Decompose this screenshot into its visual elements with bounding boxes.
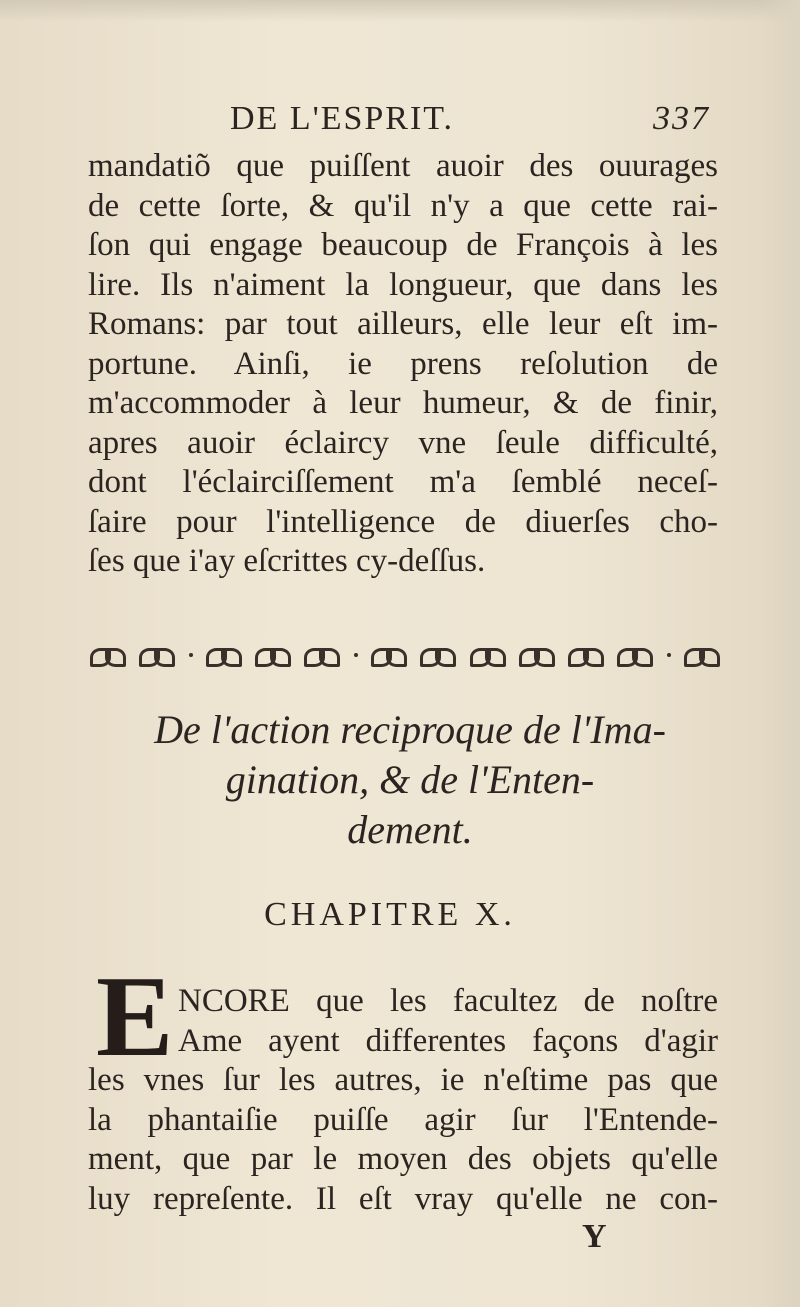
section-heading <box>80 705 740 855</box>
text-line: Romans: par tout ailleurs, elle leur eſt im- <box>88 306 718 342</box>
text-line: ment, que par le moyen des objets qu'elle <box>88 1141 718 1177</box>
ornament-dot <box>189 653 193 657</box>
text-line: luy repreſente. Il eſt vray qu'elle ne con- <box>88 1180 718 1217</box>
text-line: m'accommoder à leur humeur, & de finir, <box>88 385 718 421</box>
signature-mark: Y <box>582 1218 607 1255</box>
text-line: ſes que i'ay eſcrittes cy-deſſus. <box>88 543 486 579</box>
drop-cap: E <box>96 953 174 1081</box>
ornament-glyph <box>684 645 720 665</box>
ornament-divider <box>90 640 720 670</box>
text-line: dont l'éclairciſſement m'a ſemblé neceſ- <box>88 464 718 500</box>
ornament-glyph <box>617 645 653 665</box>
page-number: 337 <box>653 100 710 137</box>
text-line: ſaire pour l'intelligence de diuerſes cho- <box>88 503 718 540</box>
ornament-glyph <box>206 645 242 665</box>
paragraph-2 <box>88 982 718 1219</box>
ornament-glyph <box>371 645 407 665</box>
heading-line: dement. <box>347 807 473 852</box>
text-line: ſon qui engage beaucoup de François à les <box>88 227 718 263</box>
text-line: mandatiõ que puiſſent auoir des ouurages <box>88 148 718 184</box>
text-line: les vnes ſur les autres, ie n'eſtime pas que <box>88 1062 718 1098</box>
running-head-title: DE L'ESPRIT. <box>230 100 455 137</box>
page-shadow-top <box>0 0 800 22</box>
ornament-glyph <box>519 645 555 665</box>
text-line: NCORE que les facultez de noſtre <box>178 983 718 1019</box>
ornament-dot <box>667 653 671 657</box>
page-shadow-right <box>760 0 800 1307</box>
ornament-glyph <box>255 645 291 665</box>
ornament-glyph <box>139 645 175 665</box>
running-head <box>230 100 720 140</box>
paragraph-1 <box>88 147 718 582</box>
ornament-glyph <box>420 645 456 665</box>
text-line: portune. Ainſi, ie prens reſolution de <box>88 345 718 382</box>
heading-line: gination, & de l'Enten- <box>225 757 595 802</box>
ornament-glyph <box>470 645 506 665</box>
text-line: Ame ayent differentes façons d'agir <box>178 1022 718 1059</box>
text-line: apres auoir éclaircy vne ſeule difficulté, <box>88 424 718 461</box>
heading-line: De l'action reciproque de l'Ima- <box>154 707 666 752</box>
text-line: la phantaiſie puiſſe agir ſur l'Entende- <box>88 1101 718 1138</box>
ornament-glyph <box>304 645 340 665</box>
ornament-dot <box>354 653 358 657</box>
text-line: lire. Ils n'aiment la longueur, que dans les <box>88 266 718 303</box>
text-line: de cette ſorte, & qu'il n'y a que cette rai- <box>88 187 718 224</box>
ornament-glyph <box>568 645 604 665</box>
ornament-glyph <box>90 645 126 665</box>
chapter-label: CHAPITRE X. <box>264 896 516 933</box>
